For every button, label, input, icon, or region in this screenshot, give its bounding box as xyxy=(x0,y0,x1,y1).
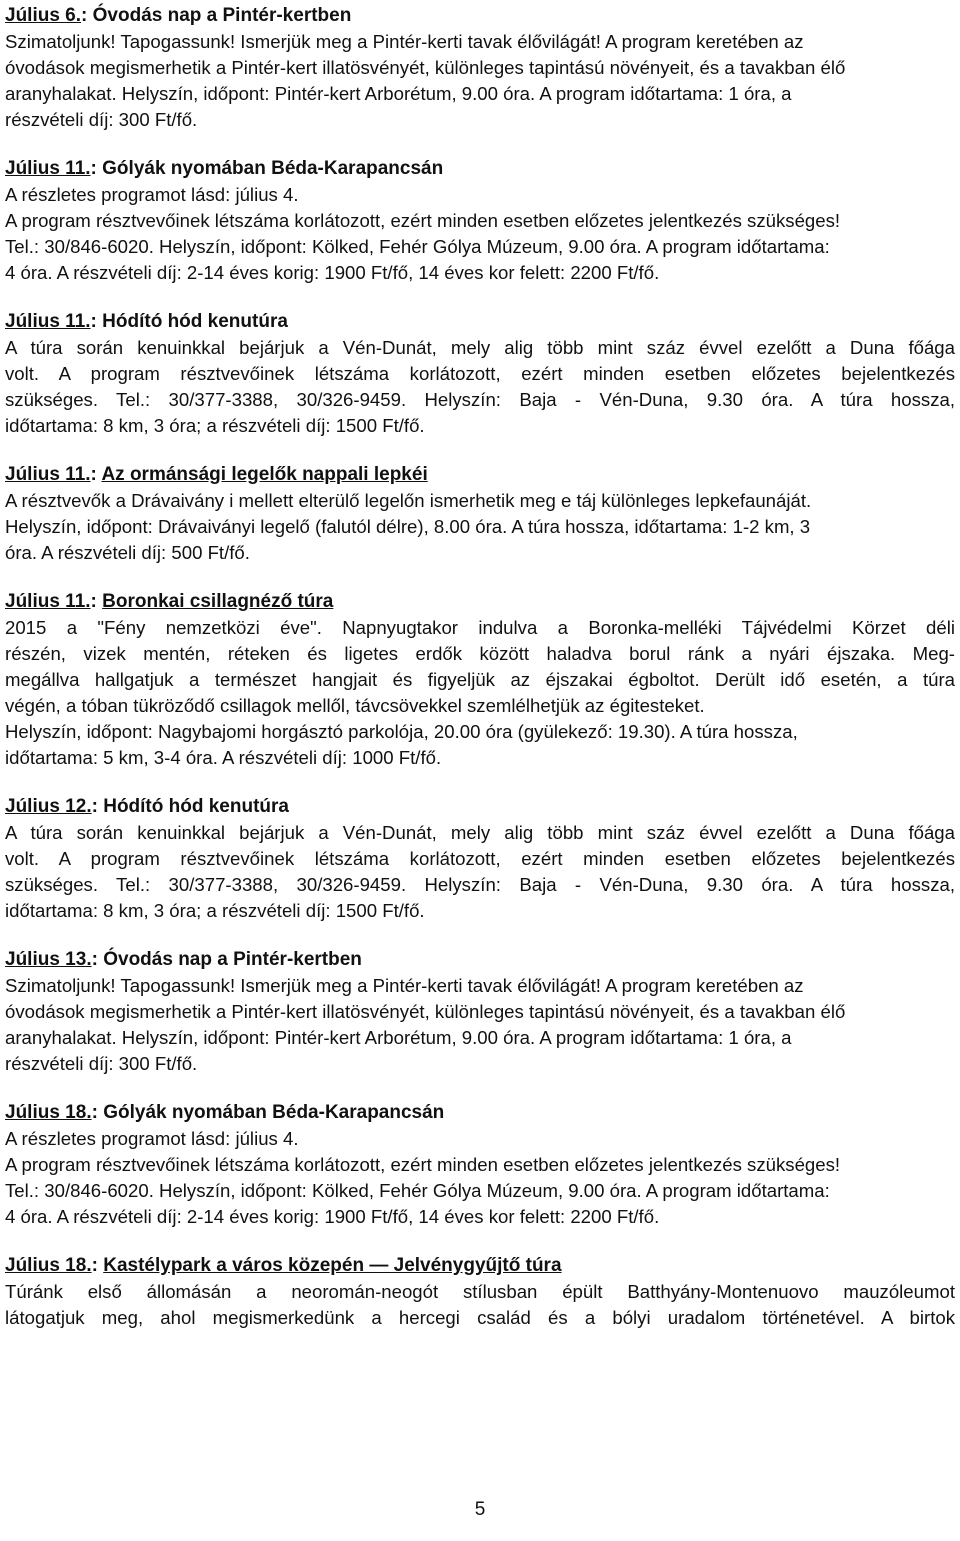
event-title: Hódító hód kenutúra xyxy=(103,796,289,817)
event-title-line: Július 12.: Hódító hód kenutúra xyxy=(5,796,289,817)
event-text-line: A részletes programot lásd: július 4. xyxy=(5,184,299,205)
event-date: Július 13. xyxy=(5,949,92,970)
event-item xyxy=(5,156,955,286)
event-text-line: időtartama: 8 km, 3 óra; a részvételi díj: 1500 Ft/fő. xyxy=(5,900,425,921)
event-text-line: Tel.: 30/846-6020. Helyszín, időpont: Kölked, Fehér Gólya Múzeum, 9.00 óra. A program időtartama: xyxy=(5,1180,830,1201)
event-text-line: időtartama: 5 km, 3-4 óra. A részvételi díj: 1000 Ft/fő. xyxy=(5,747,442,768)
event-text-line: A túra során kenuinkkal bejárjuk a Vén-Dunát, mely alig több mint száz évvel ezelőtt a Duna főága xyxy=(5,337,955,358)
event-date: Július 11. xyxy=(5,464,91,485)
event-title: Az ormánsági legelők nappali lepkéi xyxy=(101,464,428,485)
document-page xyxy=(5,3,955,1354)
event-item xyxy=(5,1253,955,1331)
event-date: Július 11. xyxy=(5,158,91,179)
event-date: Július 12. xyxy=(5,796,92,817)
event-text-line: aranyhalakat. Helyszín, időpont: Pintér-kert Arborétum, 9.00 óra. A program időtartama: 1 óra, a xyxy=(5,83,792,104)
event-text-line: A túra során kenuinkkal bejárjuk a Vén-Dunát, mely alig több mint száz évvel ezelőtt a Duna főága xyxy=(5,822,955,843)
event-date: Július 18. xyxy=(5,1102,92,1123)
page-number: 5 xyxy=(474,1499,486,1520)
event-title-line: Július 11.: Az ormánsági legelők nappali lepkéi xyxy=(5,464,428,485)
event-title-line: Július 18.: Gólyák nyomában Béda-Karapancsán xyxy=(5,1102,445,1123)
event-text-line: óra. A részvételi díj: 500 Ft/fő. xyxy=(5,542,250,563)
event-item xyxy=(5,947,955,1077)
event-title-line: Július 11.: Boronkai csillagnéző túra xyxy=(5,591,334,612)
event-title-line: Július 13.: Óvodás nap a Pintér-kertben xyxy=(5,949,362,970)
event-title-line: Július 6.: Óvodás nap a Pintér-kertben xyxy=(5,5,352,26)
event-text-line: szükséges. Tel.: 30/377-3388, 30/326-9459. Helyszín: Baja - Vén-Duna, 9.30 óra. A túra hossza, xyxy=(5,389,955,410)
event-title: Hódító hód kenutúra xyxy=(102,311,288,332)
event-text-line: Szimatoljunk! Tapogassunk! Ismerjük meg a Pintér-kerti tavak élővilágát! A program keretében az xyxy=(5,31,804,52)
event-title-line: Július 18.: Kastélypark a város közepén — Jelvénygyűjtő túra xyxy=(5,1255,562,1276)
event-text-line: Szimatoljunk! Tapogassunk! Ismerjük meg a Pintér-kerti tavak élővilágát! A program keretében az xyxy=(5,975,804,996)
event-text-line: részén, vizek mentén, réteken és ligetes erdők között haladva borul ránk a nyári éjszaka. Meg- xyxy=(5,643,955,664)
event-text-line: időtartama: 8 km, 3 óra; a részvételi díj: 1500 Ft/fő. xyxy=(5,415,425,436)
event-text-line: végén, a tóban tükröződő csillagok mellől, távcsövekkel szemlélhetjük az égitesteket. xyxy=(5,695,705,716)
event-text-line: Tel.: 30/846-6020. Helyszín, időpont: Kölked, Fehér Gólya Múzeum, 9.00 óra. A program időtartama: xyxy=(5,236,830,257)
event-text-line: A részletes programot lásd: július 4. xyxy=(5,1128,299,1149)
event-text-line: Túránk első állomásán a neoromán-neogót stílusban épült Batthyány-Montenuovo mauzóleumot xyxy=(5,1281,955,1302)
event-date: Július 6. xyxy=(5,5,82,26)
event-text-line: A program résztvevőinek létszáma korlátozott, ezért minden esetben előzetes jelentkezés szükséges! xyxy=(5,210,841,231)
event-text-line: óvodások megismerhetik a Pintér-kert illatösvényét, különleges tapintású növényeit, és a tavakban élő xyxy=(5,1001,846,1022)
event-list xyxy=(5,3,955,1331)
event-date: Július 11. xyxy=(5,311,91,332)
event-title-line: Július 11.: Hódító hód kenutúra xyxy=(5,311,288,332)
event-text-line: megállva hallgatjuk a természet hangjait és figyeljük az éjszakai égboltot. Derült idő esetén, a túra xyxy=(5,669,955,690)
event-text-line: részvételi díj: 300 Ft/fő. xyxy=(5,109,198,130)
event-title: Óvodás nap a Pintér-kertben xyxy=(103,949,362,970)
event-item xyxy=(5,794,955,924)
event-item xyxy=(5,1100,955,1230)
event-title: Boronkai csillagnéző túra xyxy=(102,591,334,612)
event-text-line: aranyhalakat. Helyszín, időpont: Pintér-kert Arborétum, 9.00 óra. A program időtartama: 1 óra, a xyxy=(5,1027,792,1048)
event-item xyxy=(5,589,955,771)
event-text-line: részvételi díj: 300 Ft/fő. xyxy=(5,1053,198,1074)
event-title-line: Július 11.: Gólyák nyomában Béda-Karapancsán xyxy=(5,158,444,179)
event-title: Kastélypark a város közepén — Jelvénygyűjtő túra xyxy=(103,1255,562,1276)
event-item xyxy=(5,3,955,133)
event-title: Gólyák nyomában Béda-Karapancsán xyxy=(102,158,444,179)
event-text-line: 4 óra. A részvételi díj: 2-14 éves korig: 1900 Ft/fő, 14 éves kor felett: 2200 Ft/fő. xyxy=(5,262,660,283)
event-text-line: szükséges. Tel.: 30/377-3388, 30/326-9459. Helyszín: Baja - Vén-Duna, 9.30 óra. A túra hossza, xyxy=(5,874,955,895)
event-date: Július 11. xyxy=(5,591,91,612)
event-text-line: 2015 a "Fény nemzetközi éve". Napnyugtakor indulva a Boronka-melléki Tájvédelmi Körzet déli xyxy=(5,617,955,638)
event-item xyxy=(5,309,955,439)
event-text-line: A résztvevők a Drávaivány i mellett elterülő legelőn ismerhetik meg e táj különleges lepkefaunáját. xyxy=(5,490,812,511)
event-item xyxy=(5,462,955,566)
event-text-line: volt. A program résztvevőinek létszáma korlátozott, ezért minden esetben előzetes bejelentkezés xyxy=(5,848,955,869)
event-text-line: volt. A program résztvevőinek létszáma korlátozott, ezért minden esetben előzetes bejelentkezés xyxy=(5,363,955,384)
event-text-line: Helyszín, időpont: Nagybajomi horgásztó parkolója, 20.00 óra (gyülekező: 19.30). A túra hossza, xyxy=(5,721,798,742)
event-date: Július 18. xyxy=(5,1255,92,1276)
event-text-line: látogatjuk meg, ahol megismerkedünk a hercegi család és a bólyi uradalom történetével. A birtok xyxy=(5,1307,955,1328)
event-title: Óvodás nap a Pintér-kertben xyxy=(92,5,352,26)
event-title: Gólyák nyomában Béda-Karapancsán xyxy=(103,1102,445,1123)
event-text-line: A program résztvevőinek létszáma korlátozott, ezért minden esetben előzetes jelentkezés szükséges! xyxy=(5,1154,841,1175)
event-text-line: 4 óra. A részvételi díj: 2-14 éves korig: 1900 Ft/fő, 14 éves kor felett: 2200 Ft/fő. xyxy=(5,1206,660,1227)
event-text-line: óvodások megismerhetik a Pintér-kert illatösvényét, különleges tapintású növényeit, és a tavakban élő xyxy=(5,57,846,78)
event-text-line: Helyszín, időpont: Drávaiványi legelő (falutól délre), 8.00 óra. A túra hossza, időtartama: 1-2 km, 3 xyxy=(5,516,811,537)
